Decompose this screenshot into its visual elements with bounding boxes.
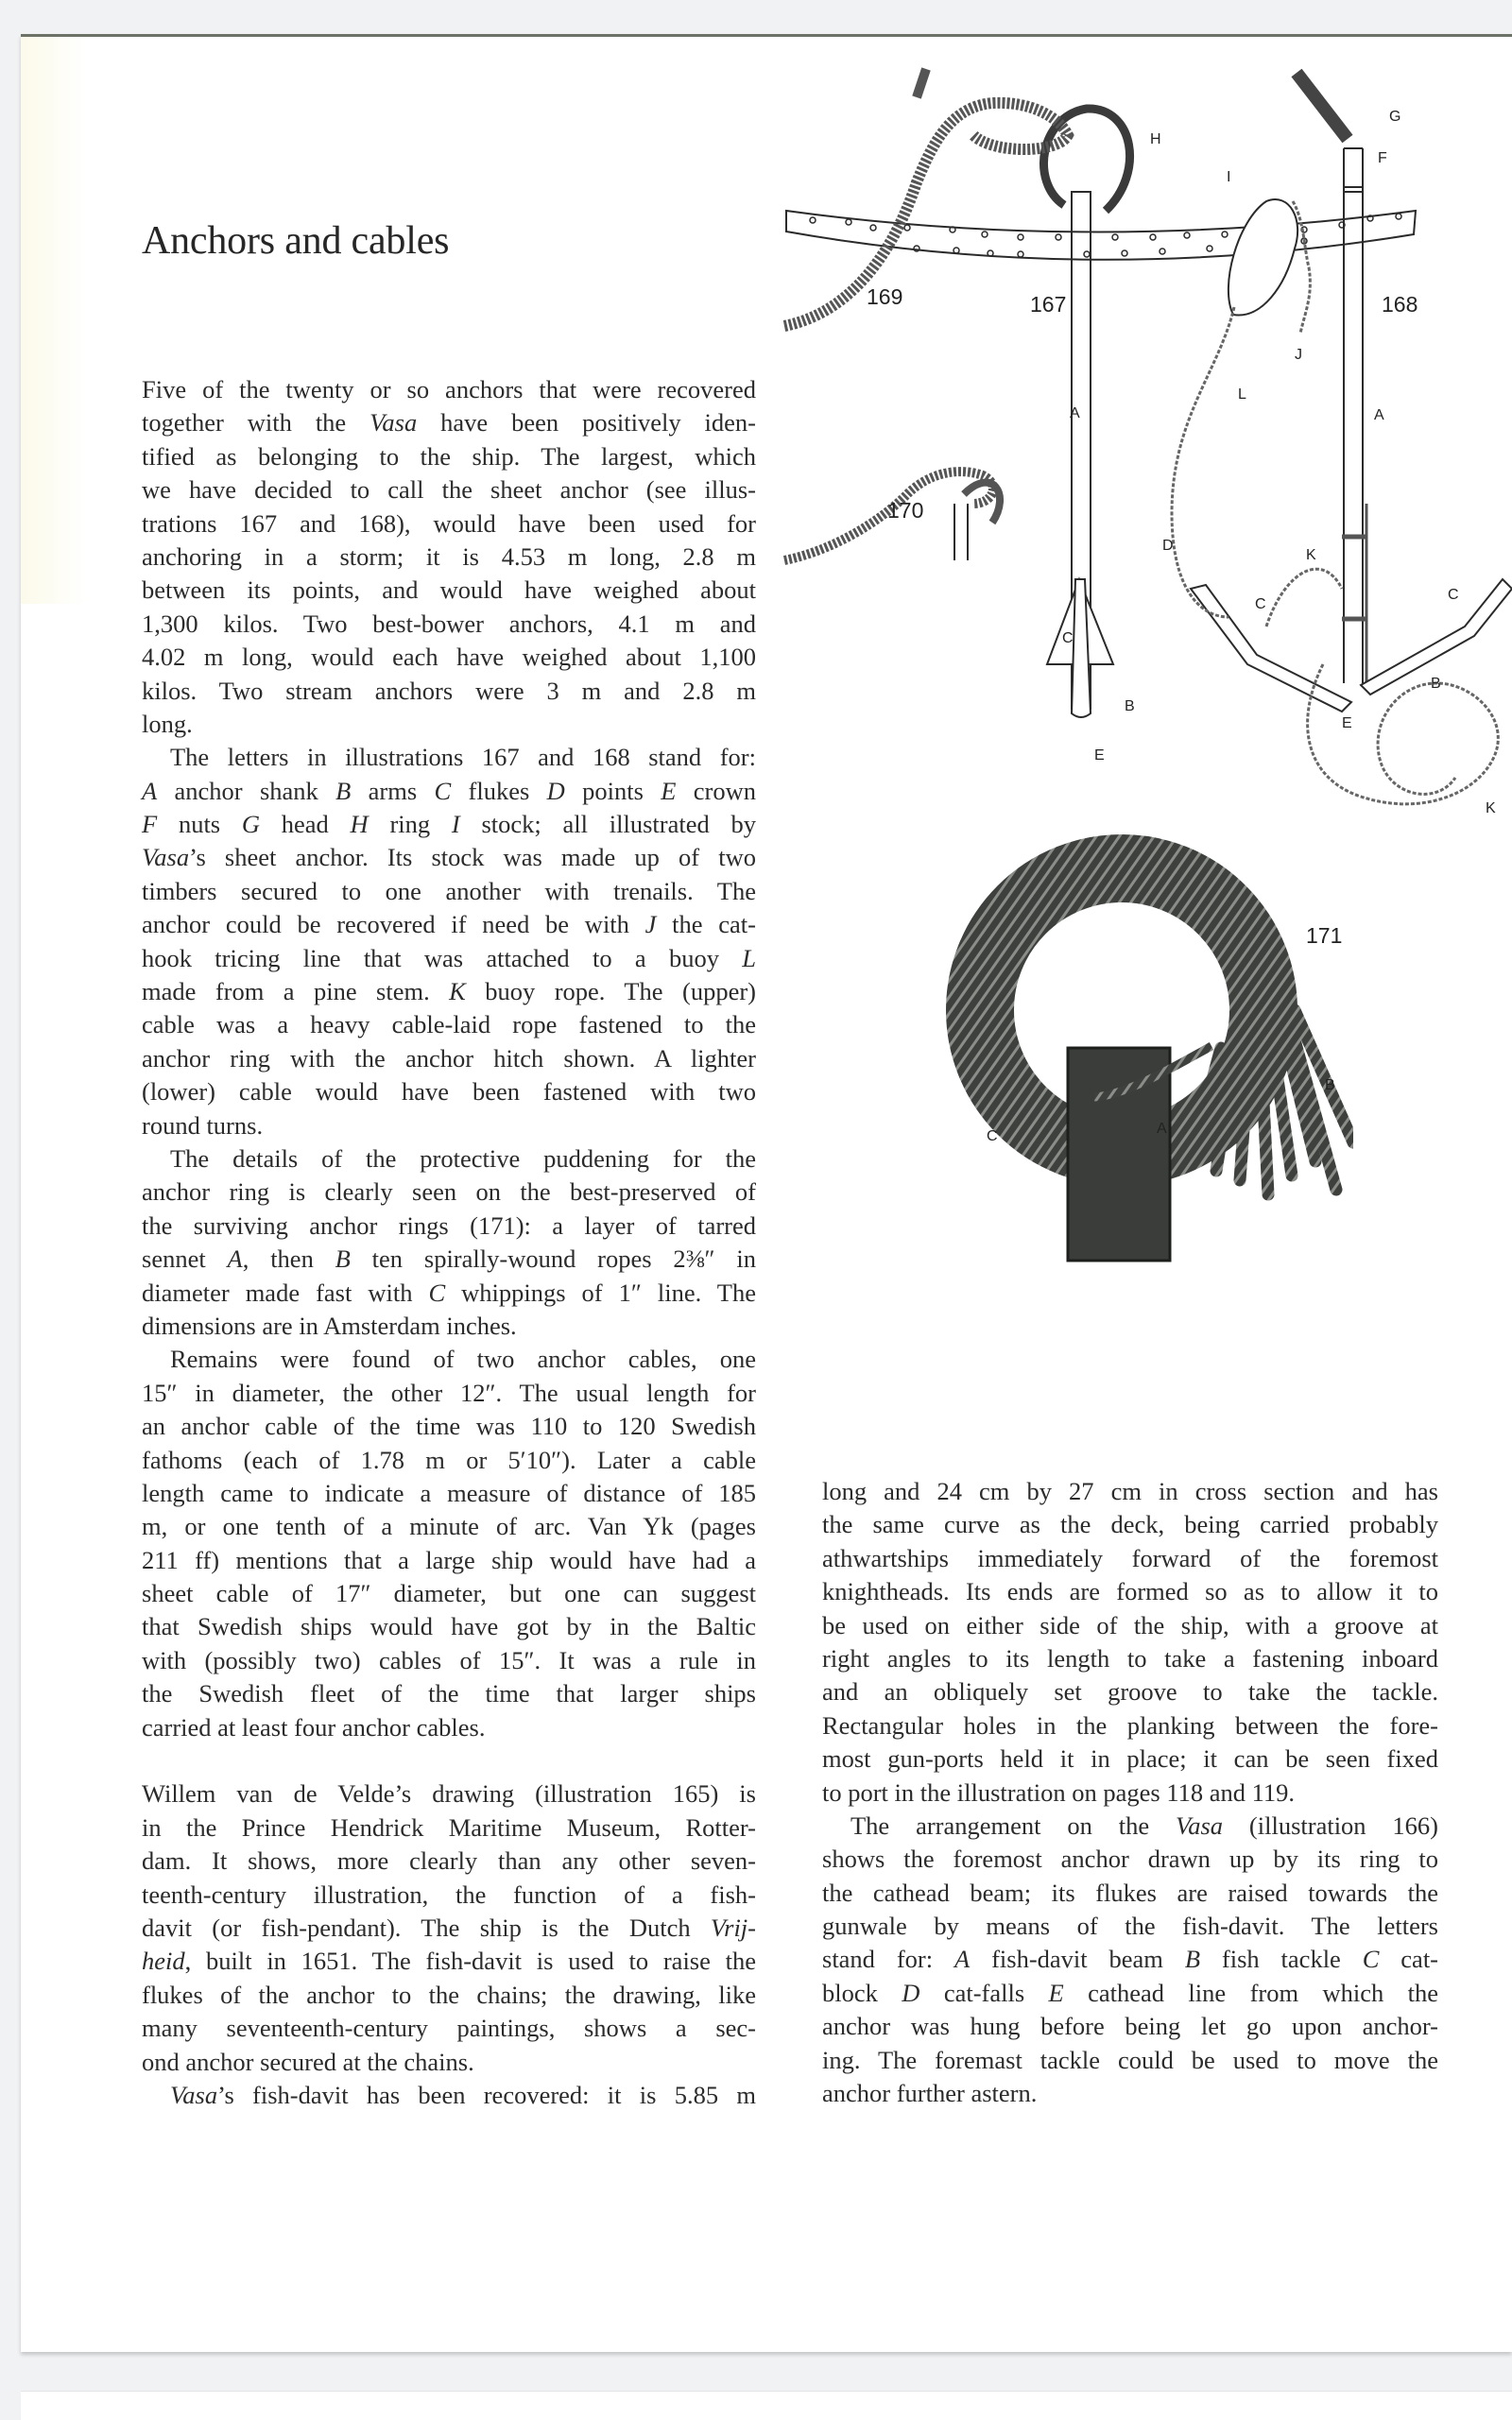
left-column-line: The letters in illustrations 167 and 168 stand for: xyxy=(170,743,756,772)
left-column-line: 211 ff) mentions that a large ship would have had a xyxy=(142,1545,756,1574)
right-column-line: and an obliquely set groove to take the tackle. xyxy=(822,1677,1438,1707)
left-column-line: dimensions are in Amsterdam inches. xyxy=(142,1311,517,1340)
label-167-A: A xyxy=(1070,405,1080,421)
label-167-H: H xyxy=(1150,131,1161,147)
left-column-line: ond anchor secured at the chains. xyxy=(142,2047,474,2076)
left-column-line: we have decided to call the sheet anchor (see illus- xyxy=(142,475,756,505)
left-column-line: tified as belonging to the ship. The largest, which xyxy=(142,441,756,471)
figure-number-171: 171 xyxy=(1306,923,1343,948)
book-page xyxy=(21,34,1512,2352)
label-168-J: J xyxy=(1295,347,1302,363)
left-column-line: 15″ in diameter, the other 12″. The usual length for xyxy=(142,1378,756,1407)
left-column-line: 4.02 m long, would each have weighed about 1,100 xyxy=(142,643,756,672)
left-column-line: Vasa’s fish-davit has been recovered: it is 5.85 m xyxy=(170,2080,756,2109)
label-168-B: B xyxy=(1431,676,1441,692)
figure-number-169: 169 xyxy=(867,284,903,309)
left-column-line: together with the Vasa have been positively iden- xyxy=(142,408,756,438)
left-column-line: teenth-century illustration, the function of a fish- xyxy=(142,1879,756,1909)
left-column-line: anchor could be recovered if need be with J the cat- xyxy=(142,910,756,939)
left-column-line: Willem van de Velde’s drawing (illustration 165) is xyxy=(142,1779,756,1809)
anchor-ring xyxy=(1043,109,1129,211)
label-167-C: C xyxy=(1062,630,1074,646)
left-column-line: heid, built in 1651. The fish-davit is used to raise the xyxy=(142,1947,756,1976)
right-column-line: to port in the illustration on pages 118 and 119. xyxy=(822,1777,1295,1807)
left-column-line: long. xyxy=(142,709,193,738)
left-column-line: anchoring in a storm; it is 4.53 m long, 2.8 m xyxy=(142,541,756,571)
anchor-ring-photo-171 xyxy=(909,821,1353,1265)
right-column-line: stand for: A fish-davit beam B fish tackle C cat- xyxy=(822,1945,1439,1974)
label-171-A: A xyxy=(1157,1121,1167,1137)
right-column-line: right angles to its length to take a fastening inboard xyxy=(822,1643,1438,1673)
left-column-line: hook tricing line that was attached to a buoy L xyxy=(142,943,756,972)
right-column-line: gunwale by means of the fish-davit. The letters xyxy=(822,1912,1438,1941)
left-column-line: m, or one tenth of a minute of arc. Van Yk (pages xyxy=(142,1512,756,1541)
page-title: Anchors and cables xyxy=(142,219,450,263)
right-column-line: athwartships immediately forward of the foremost xyxy=(822,1543,1438,1572)
right-column-line: ing. The foremast tackle could be used to move the xyxy=(822,2045,1438,2074)
right-column-line: The arrangement on the Vasa (illustration 166) xyxy=(850,1811,1439,1840)
label-168-F: F xyxy=(1378,150,1387,166)
buoy xyxy=(1228,199,1297,315)
ring-168 xyxy=(1297,73,1348,139)
label-171-B: B xyxy=(1325,1077,1335,1093)
label-168-E: E xyxy=(1342,715,1352,731)
label-167-B: B xyxy=(1125,698,1135,714)
figure-number-167: 167 xyxy=(1030,292,1067,317)
left-column-line: the Swedish fleet of the time that larger ships xyxy=(142,1679,756,1708)
left-column-line: A anchor shank B arms C flukes D points E crown xyxy=(142,776,756,805)
left-text-column xyxy=(142,373,756,2112)
left-column-line: anchor ring with the anchor hitch shown. A lighter xyxy=(142,1043,756,1073)
left-column-line: 1,300 kilos. Two best-bower anchors, 4.1 m and xyxy=(142,609,756,638)
left-column-line: davit (or fish-pendant). The ship is the Dutch Vrij- xyxy=(142,1913,756,1942)
left-column-line: diameter made fast with C whippings of 1″ line. The xyxy=(142,1278,756,1307)
left-column-line: sennet A, then B ten spirally-wound ropes 2⅜″ in xyxy=(142,1244,757,1274)
label-168-D: D xyxy=(1162,538,1174,554)
arms-168 xyxy=(1191,585,1351,712)
right-column-line: Rectangular holes in the planking between the fore- xyxy=(822,1710,1438,1740)
label-171-C: C xyxy=(987,1128,998,1144)
left-column-line: F nuts G head H ring I stock; all illustrated by xyxy=(142,810,756,839)
right-column-line: long and 24 cm by 27 cm in cross section and has xyxy=(822,1477,1438,1505)
rope-169 xyxy=(784,103,1068,326)
left-column-line: Five of the twenty or so anchors that were recovered xyxy=(142,375,756,403)
left-column-line: carried at least four anchor cables. xyxy=(142,1712,486,1742)
right-text-column xyxy=(822,1475,1438,2110)
left-column-line: Remains were found of two anchor cables, one xyxy=(170,1345,756,1374)
label-168-K-upper: K xyxy=(1306,547,1316,563)
left-column-line: length came to indicate a measure of distance of 185 xyxy=(142,1478,756,1507)
left-column-line: round turns. xyxy=(142,1110,264,1140)
left-column-line: the surviving anchor rings (171): a layer of tarred xyxy=(142,1210,756,1240)
label-168-K-lower: K xyxy=(1486,800,1496,816)
buoy-rope-loops xyxy=(1308,664,1499,804)
left-column-line: anchor ring is clearly seen on the best-preserved of xyxy=(142,1177,756,1207)
right-column-line: the cathead beam; its flukes are raised towards the xyxy=(822,1878,1438,1907)
right-column-line: most gun-ports held it in place; it can be seen fixed xyxy=(822,1744,1438,1774)
right-column-line: be used on either side of the ship, with a groove at xyxy=(822,1610,1438,1639)
left-column-line: flukes of the anchor to the chains; the drawing, like xyxy=(142,1980,756,2009)
left-column-line: between its points, and would have weighed about xyxy=(142,575,756,605)
left-column-line: made from a pine stem. K buoy rope. The (upper) xyxy=(142,977,756,1006)
left-column-line: with (possibly two) cables of 15″. It was a rule in xyxy=(142,1645,756,1674)
anchor-diagram-illustration xyxy=(775,60,1512,834)
label-168-A: A xyxy=(1374,407,1384,423)
left-column-line: that Swedish ships would have got by in the Baltic xyxy=(142,1612,756,1641)
figure-number-170: 170 xyxy=(887,498,924,523)
label-168-C-right: C xyxy=(1448,587,1459,603)
left-column-line: kilos. Two stream anchors were 3 m and 2.8 m xyxy=(142,676,756,705)
label-167-I: I xyxy=(1227,169,1231,185)
left-column-line: (lower) cable would have been fastened with two xyxy=(142,1077,756,1107)
left-column-line: many seventeenth-century paintings, shows a sec- xyxy=(142,2014,756,2043)
right-column-line: the same curve as the deck, being carried probably xyxy=(822,1510,1438,1539)
left-column-line xyxy=(142,1744,756,1777)
right-column-line: block D cat-falls E cathead line from which the xyxy=(822,1978,1439,2007)
left-column-line: Vasa’s sheet anchor. Its stock was made up of two xyxy=(142,843,756,872)
next-page-edge xyxy=(21,2391,1512,2420)
left-column-line: fathoms (each of 1.78 m or 5′10″). Later a cable xyxy=(142,1445,756,1474)
left-column-line: an anchor cable of the time was 110 to 120 Swedish xyxy=(142,1412,756,1441)
figure-number-168: 168 xyxy=(1382,292,1418,317)
label-168-L: L xyxy=(1238,386,1246,403)
left-column-line: sheet cable of 17″ diameter, but one can suggest xyxy=(142,1579,756,1608)
left-column-line: trations 167 and 168), would have been used for xyxy=(142,508,756,538)
label-168-C-left: C xyxy=(1255,596,1266,612)
right-column-line: anchor was hung before being let go upon anchor- xyxy=(822,2012,1438,2041)
right-column-line: shows the foremost anchor drawn up by its ring to xyxy=(822,1845,1438,1874)
label-168-G: G xyxy=(1389,109,1401,125)
label-167-E: E xyxy=(1094,747,1105,764)
left-column-line: cable was a heavy cable-laid rope fastened to the xyxy=(142,1010,756,1039)
left-column-line: timbers secured to one another with trenails. The xyxy=(142,876,756,905)
right-column-line: anchor further astern. xyxy=(822,2079,1038,2108)
left-column-line: in the Prince Hendrick Maritime Museum, Rotter- xyxy=(142,1812,756,1842)
right-column-line: knightheads. Its ends are formed so as to allow it to xyxy=(822,1577,1438,1606)
left-column-line: dam. It shows, more clearly than any other seven- xyxy=(142,1846,756,1876)
left-column-line: The details of the protective puddening for the xyxy=(170,1143,756,1173)
